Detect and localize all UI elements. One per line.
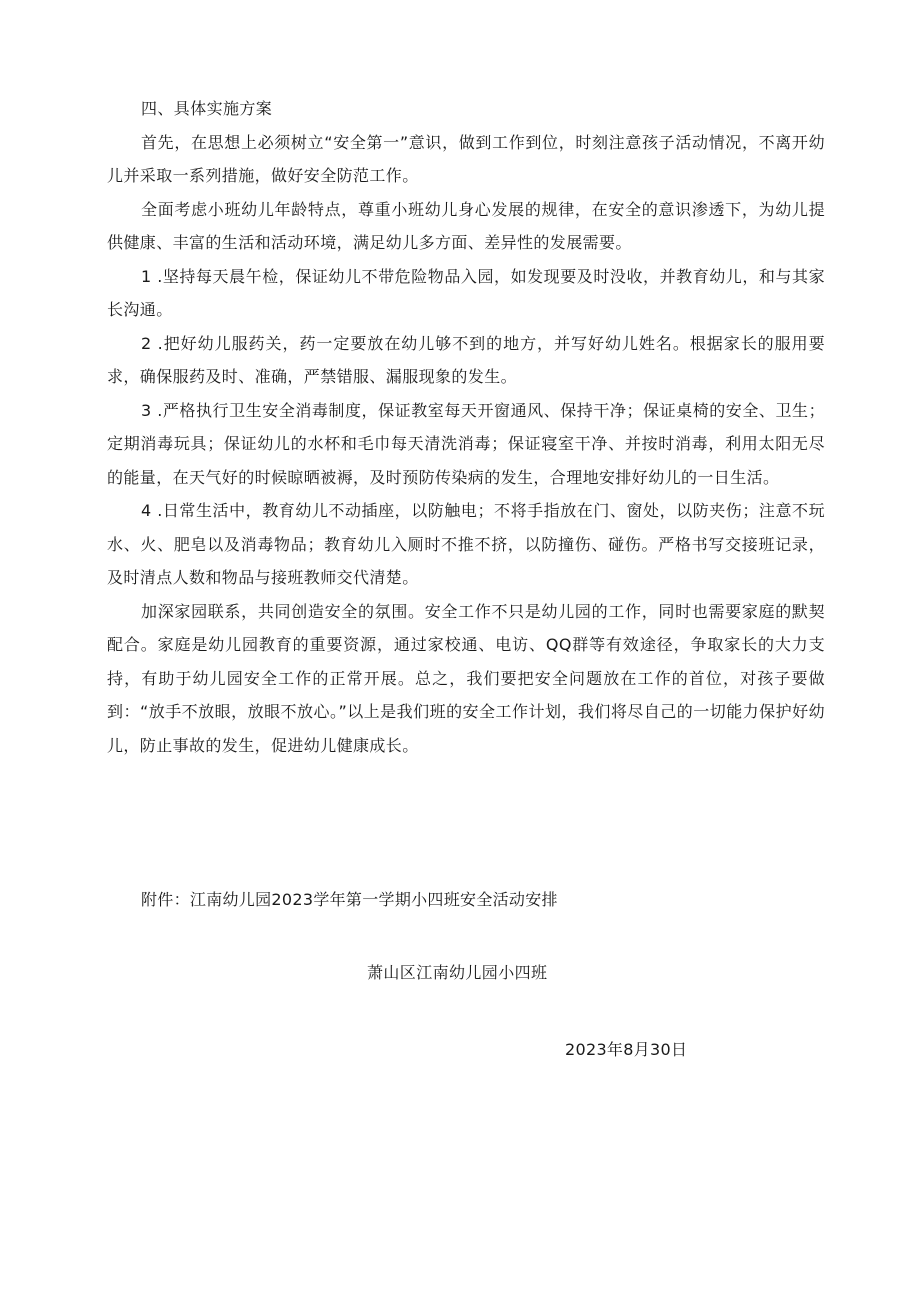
paragraph-item-3: 3 .严格执行卫生安全消毒制度，保证教室每天开窗通风、保持干净；保证桌椅的安全、卫生；定期消毒玩具；保证幼儿的水杯和毛巾每天清洗消毒；保证寝室干净、并按时消毒，利用太阳无尽的能量，在天气好的时候晾晒被褥，及时预防传染病的发生，合理地安排好幼儿的一日生活。 [107, 400, 825, 487]
attachment-note: 附件：江南幼儿园2023学年第一学期小四班安全活动安排 [141, 890, 558, 909]
paragraph-home-school: 加深家园联系，共同创造安全的氛围。安全工作不只是幼儿园的工作，同时也需要家庭的默契配合。家庭是幼儿园教育的重要资源，通过家校通、电访、QQ群等有效途径，争取家长的大力支持，有助于幼儿园安全工作的正常开展。总之，我们要把安全问题放在工作的首位，对孩子要做到：“放手不放眼，放眼不放心。”以上是我们班的安全工作计划，我们将尽自己的一切能力保护好幼儿，防止事故的发生，促进幼儿健康成长。 [107, 601, 825, 755]
paragraph-overview: 全面考虑小班幼儿年龄特点，尊重小班幼儿身心发展的规律，在安全的意识渗透下，为幼儿提供健康、丰富的生活和活动环境，满足幼儿多方面、差异性的发展需要。 [107, 199, 825, 252]
signature-line: 萧山区江南幼儿园小四班 [367, 963, 548, 982]
paragraph-item-1: 1 .坚持每天晨午检，保证幼儿不带危险物品入园，如发现要及时没收，并教育幼儿，和与其家长沟通。 [107, 266, 825, 319]
paragraph-intro: 首先，在思想上必须树立“安全第一”意识，做到工作到位，时刻注意孩子活动情况，不离开幼儿并采取一系列措施，做好安全防范工作。 [107, 132, 825, 185]
section-heading: 四、具体实施方案 [141, 99, 273, 118]
paragraph-item-2: 2 .把好幼儿服药关，药一定要放在幼儿够不到的地方，并写好幼儿姓名。根据家长的服用要求，确保服药及时、准确，严禁错服、漏服现象的发生。 [107, 333, 825, 386]
document-body [107, 92, 825, 762]
document-date: 2023年8月30日 [565, 1040, 688, 1059]
paragraph-item-4: 4 .日常生活中，教育幼儿不动插座，以防触电；不将手指放在门、窗处，以防夹伤；注意不玩水、火、肥皂以及消毒物品；教育幼儿入厕时不推不挤，以防撞伤、碰伤。严格书写交接班记录，及时清点人数和物品与接班教师交代清楚。 [107, 501, 825, 587]
